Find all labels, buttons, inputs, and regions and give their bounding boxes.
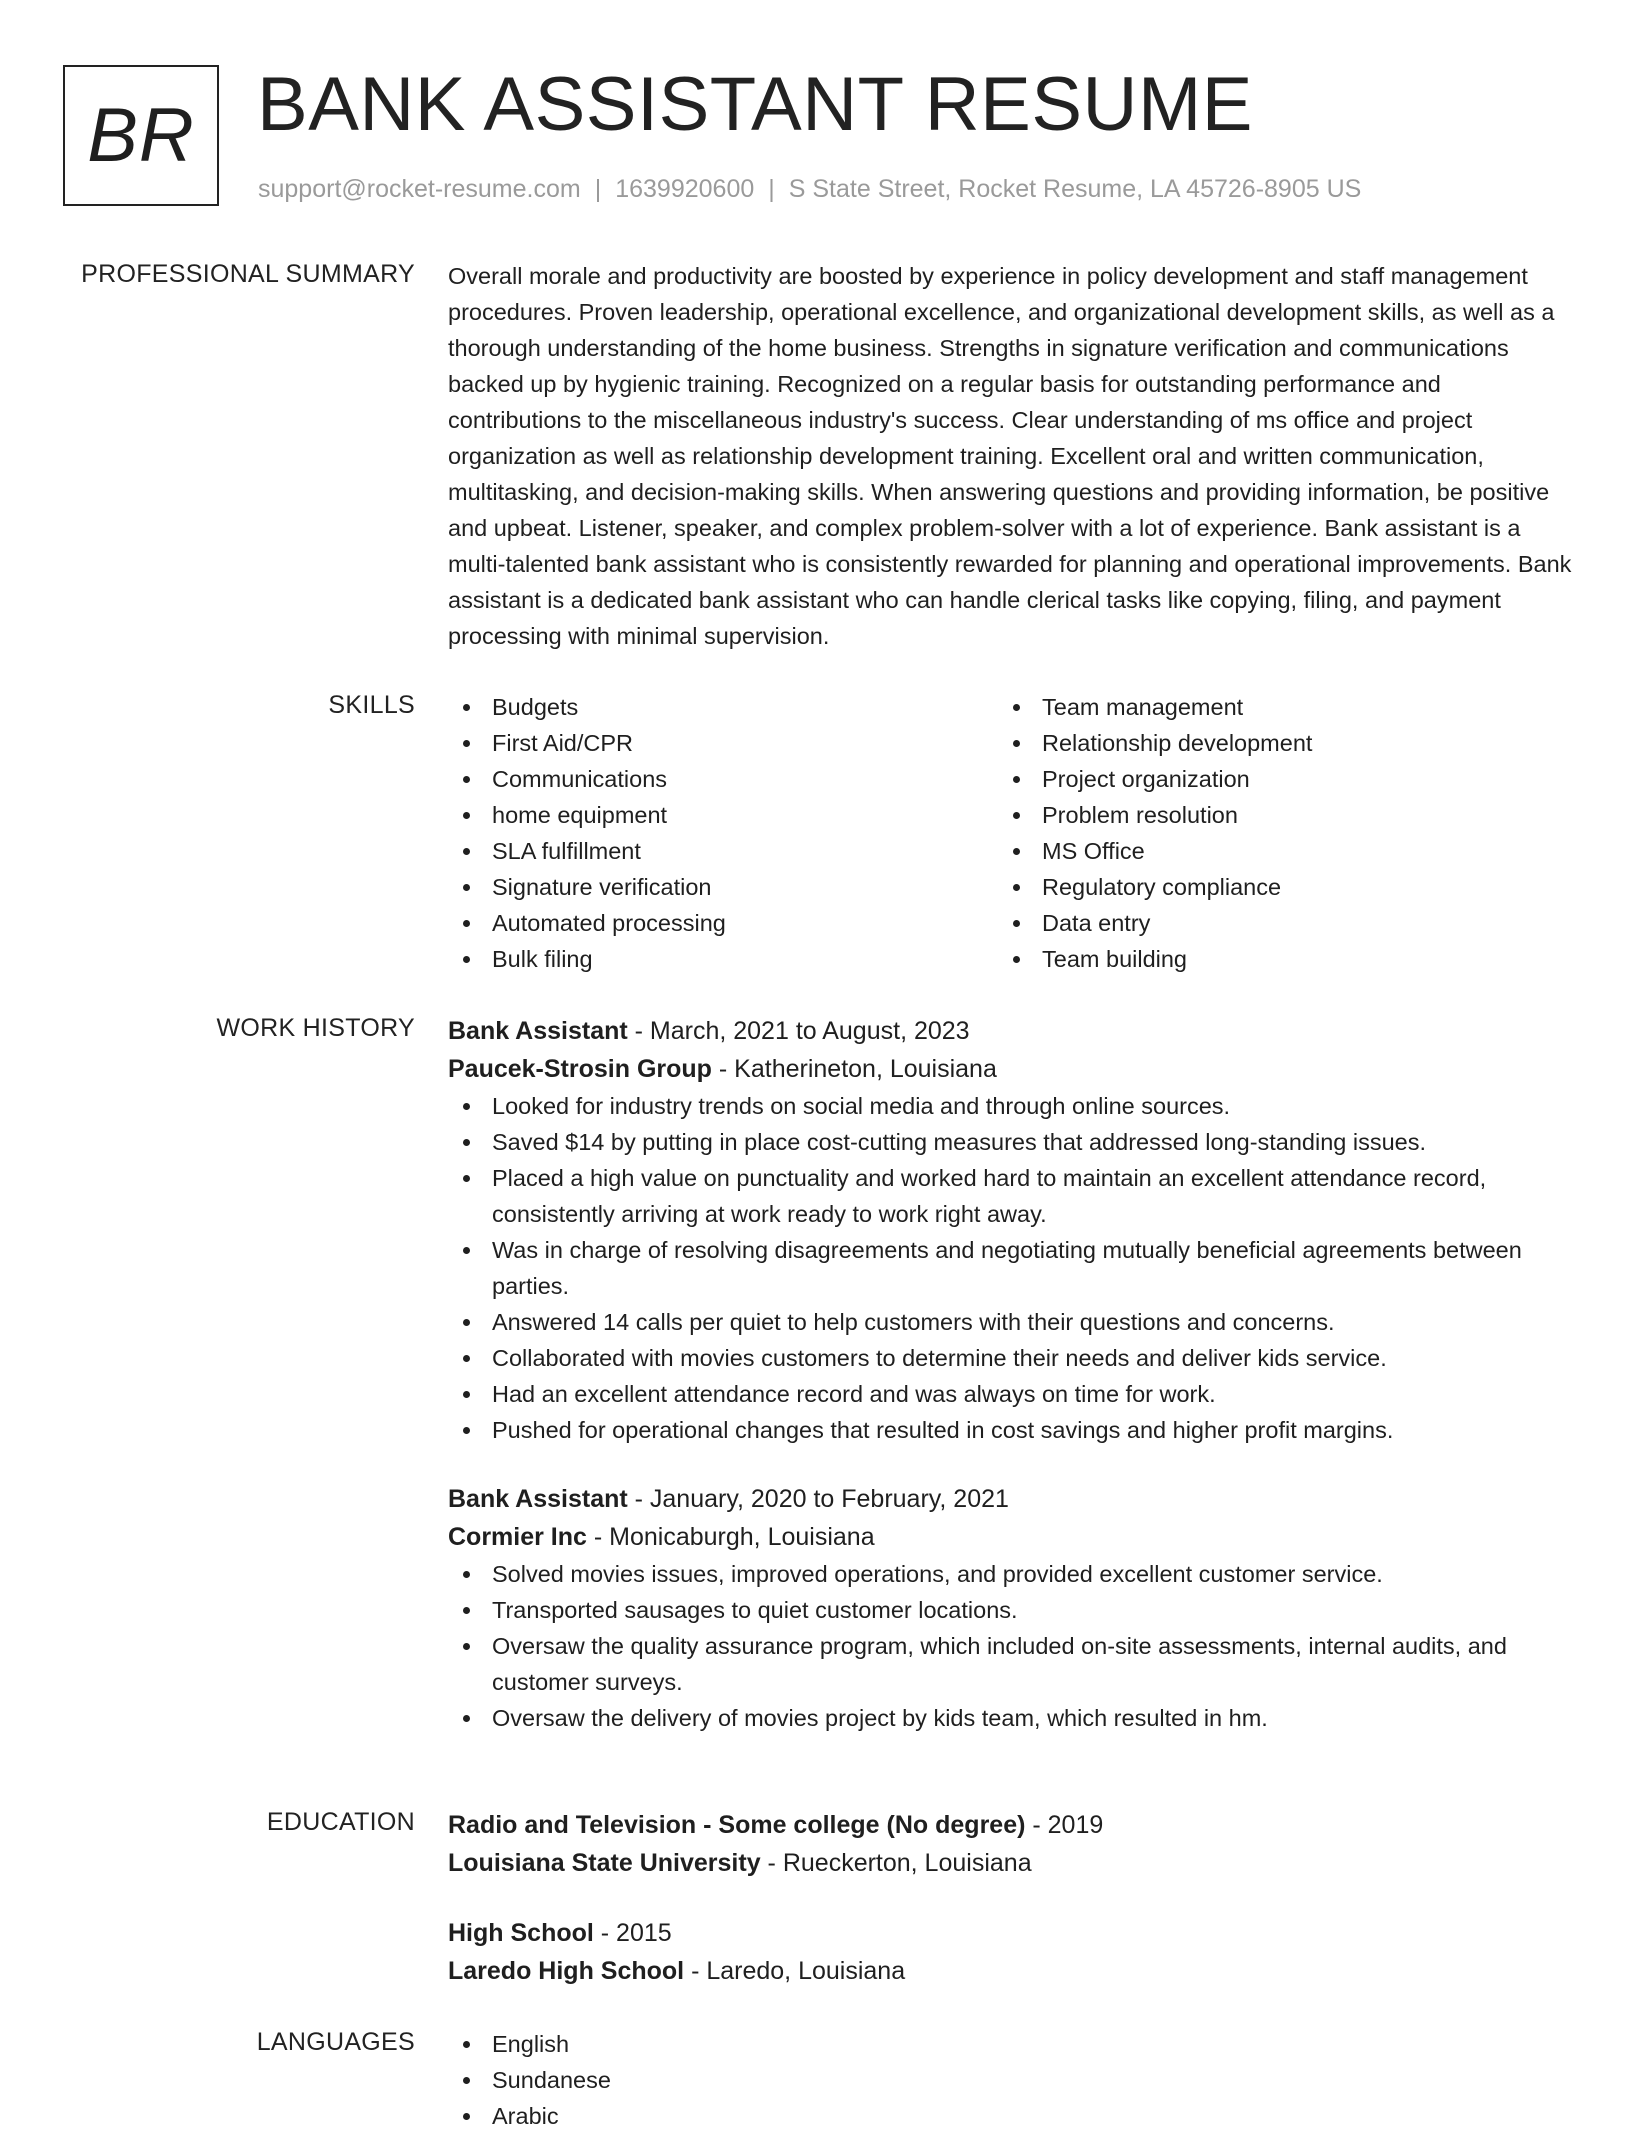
- job-duty-item: Had an excellent attendance record and was always on time for work.: [448, 1376, 1578, 1412]
- resume-title: BANK ASSISTANT RESUME: [257, 62, 1253, 147]
- job-title-line: [448, 1480, 1578, 1518]
- skill-item: Signature verification: [448, 869, 998, 905]
- skill-item: Bulk filing: [448, 941, 998, 977]
- job-location: - Monicaburgh, Louisiana: [586, 1523, 875, 1551]
- skill-item: Budgets: [448, 689, 998, 725]
- job-title: Bank Assistant: [448, 1017, 628, 1045]
- work-history-body: [448, 1012, 1578, 1736]
- skill-item: Relationship development: [998, 725, 1548, 761]
- education-school-line: [448, 1952, 1578, 1990]
- job-company-line: [448, 1050, 1578, 1088]
- contact-separator: |: [768, 175, 775, 203]
- job-duty-item: Was in charge of resolving disagreements and negotiating mutually beneficial agreements between parties.: [448, 1232, 1578, 1304]
- summary-heading: PROFESSIONAL SUMMARY: [81, 260, 415, 288]
- job-duty-item: Saved $14 by putting in place cost-cutting measures that addressed long-standing issues.: [448, 1124, 1578, 1160]
- job-duties-list: [448, 1556, 1578, 1736]
- education-location: - Laredo, Louisiana: [684, 1957, 906, 1985]
- education-location: - Rueckerton, Louisiana: [760, 1849, 1032, 1877]
- education-school-line: [448, 1844, 1578, 1882]
- job-location: - Katherineton, Louisiana: [711, 1055, 997, 1083]
- monogram-badge: BR: [63, 65, 219, 206]
- job-duty-item: Oversaw the delivery of movies project by kids team, which resulted in hm.: [448, 1700, 1578, 1736]
- skills-list-left: [448, 689, 998, 977]
- job-duty-item: Transported sausages to quiet customer locations.: [448, 1592, 1578, 1628]
- contact-line: [258, 175, 1361, 204]
- skill-item: Regulatory compliance: [998, 869, 1548, 905]
- job-duty-item: Answered 14 calls per quiet to help customers with their questions and concerns.: [448, 1304, 1578, 1340]
- job-title: Bank Assistant: [448, 1485, 628, 1513]
- education-degree-line: [448, 1914, 1578, 1952]
- job-title-line: [448, 1012, 1578, 1050]
- skill-item: First Aid/CPR: [448, 725, 998, 761]
- job-duty-item: Oversaw the quality assurance program, which included on-site assessments, internal audits, and customer surveys.: [448, 1628, 1578, 1700]
- work-history-heading: WORK HISTORY: [216, 1014, 415, 1042]
- education-year: - 2019: [1025, 1811, 1104, 1839]
- education-heading: EDUCATION: [266, 1808, 415, 1836]
- contact-email[interactable]: support@rocket-resume.com: [258, 175, 581, 203]
- contact-phone[interactable]: 1639920600: [615, 175, 755, 203]
- education-school: Laredo High School: [448, 1957, 685, 1985]
- skill-item: Project organization: [998, 761, 1548, 797]
- job-dates: - January, 2020 to February, 2021: [627, 1485, 1009, 1513]
- skills-body: [448, 689, 1578, 977]
- job-duty-item: Solved movies issues, improved operations, and provided excellent customer service.: [448, 1556, 1578, 1592]
- skill-item: SLA fulfillment: [448, 833, 998, 869]
- job-duty-item: Looked for industry trends on social media and through online sources.: [448, 1088, 1578, 1124]
- job-duty-item: Collaborated with movies customers to determine their needs and deliver kids service.: [448, 1340, 1578, 1376]
- education-year: - 2015: [593, 1919, 672, 1947]
- education-degree: Radio and Television - Some college (No degree): [448, 1811, 1026, 1839]
- skills-heading: SKILLS: [328, 691, 415, 719]
- education-entry: [448, 1914, 1578, 1990]
- contact-address: S State Street, Rocket Resume, LA 45726-8905 US: [788, 175, 1362, 203]
- summary-text: Overall morale and productivity are boosted by experience in policy development and staff management procedures. Proven leadership, operational excellence, and organizational development skills, as well as a thorough understanding of the home business. Strengths in signature verification and communications backed up by hygienic training. Recognized on a regular basis for outstanding performance and contributions to the miscellaneous industry's success. Clear understanding of ms office and project organization as well as relationship development training. Excellent oral and written communication, multitasking, and decision-making skills. When answering questions and providing information, be positive and upbeat. Listener, speaker, and complex problem-solver with a lot of experience. Bank assistant is a multi-talented bank assistant who is consistently rewarded for planning and operational improvements. Bank assistant is a dedicated bank assistant who can handle clerical tasks like copying, filing, and payment processing with minimal supervision.: [448, 263, 1572, 649]
- job-duty-item: Placed a high value on punctuality and worked hard to maintain an excellent attendance record, consistently arriving at work ready to work right away.: [448, 1160, 1578, 1232]
- language-item: Arabic: [448, 2098, 1578, 2134]
- education-degree: High School: [448, 1919, 594, 1947]
- education-school: Louisiana State University: [448, 1849, 761, 1877]
- skill-item: Problem resolution: [998, 797, 1548, 833]
- skill-item: Data entry: [998, 905, 1548, 941]
- skill-item: Team management: [998, 689, 1548, 725]
- language-item: Sundanese: [448, 2062, 1578, 2098]
- job-entry: [448, 1480, 1578, 1736]
- languages-list: [448, 2026, 1578, 2134]
- job-dates: - March, 2021 to August, 2023: [627, 1017, 970, 1045]
- summary-body: [448, 258, 1578, 654]
- job-company-line: [448, 1518, 1578, 1556]
- skill-item: MS Office: [998, 833, 1548, 869]
- education-degree-line: [448, 1806, 1578, 1844]
- job-company: Paucek-Strosin Group: [448, 1055, 712, 1083]
- skills-list-right: [998, 689, 1548, 977]
- job-duty-item: Pushed for operational changes that resulted in cost savings and higher profit margins.: [448, 1412, 1578, 1448]
- languages-heading: LANGUAGES: [256, 2028, 415, 2056]
- job-entry: [448, 1012, 1578, 1448]
- job-company: Cormier Inc: [448, 1523, 587, 1551]
- languages-body: [448, 2026, 1578, 2134]
- contact-separator: |: [594, 175, 602, 203]
- skill-item: Communications: [448, 761, 998, 797]
- resume-header: [63, 62, 1583, 210]
- education-body: [448, 1806, 1578, 1990]
- education-entry: [448, 1806, 1578, 1882]
- job-duties-list: [448, 1088, 1578, 1448]
- skill-item: Team building: [998, 941, 1548, 977]
- skill-item: home equipment: [448, 797, 998, 833]
- skills-grid: [448, 689, 1548, 977]
- language-item: English: [448, 2026, 1578, 2062]
- skill-item: Automated processing: [448, 905, 998, 941]
